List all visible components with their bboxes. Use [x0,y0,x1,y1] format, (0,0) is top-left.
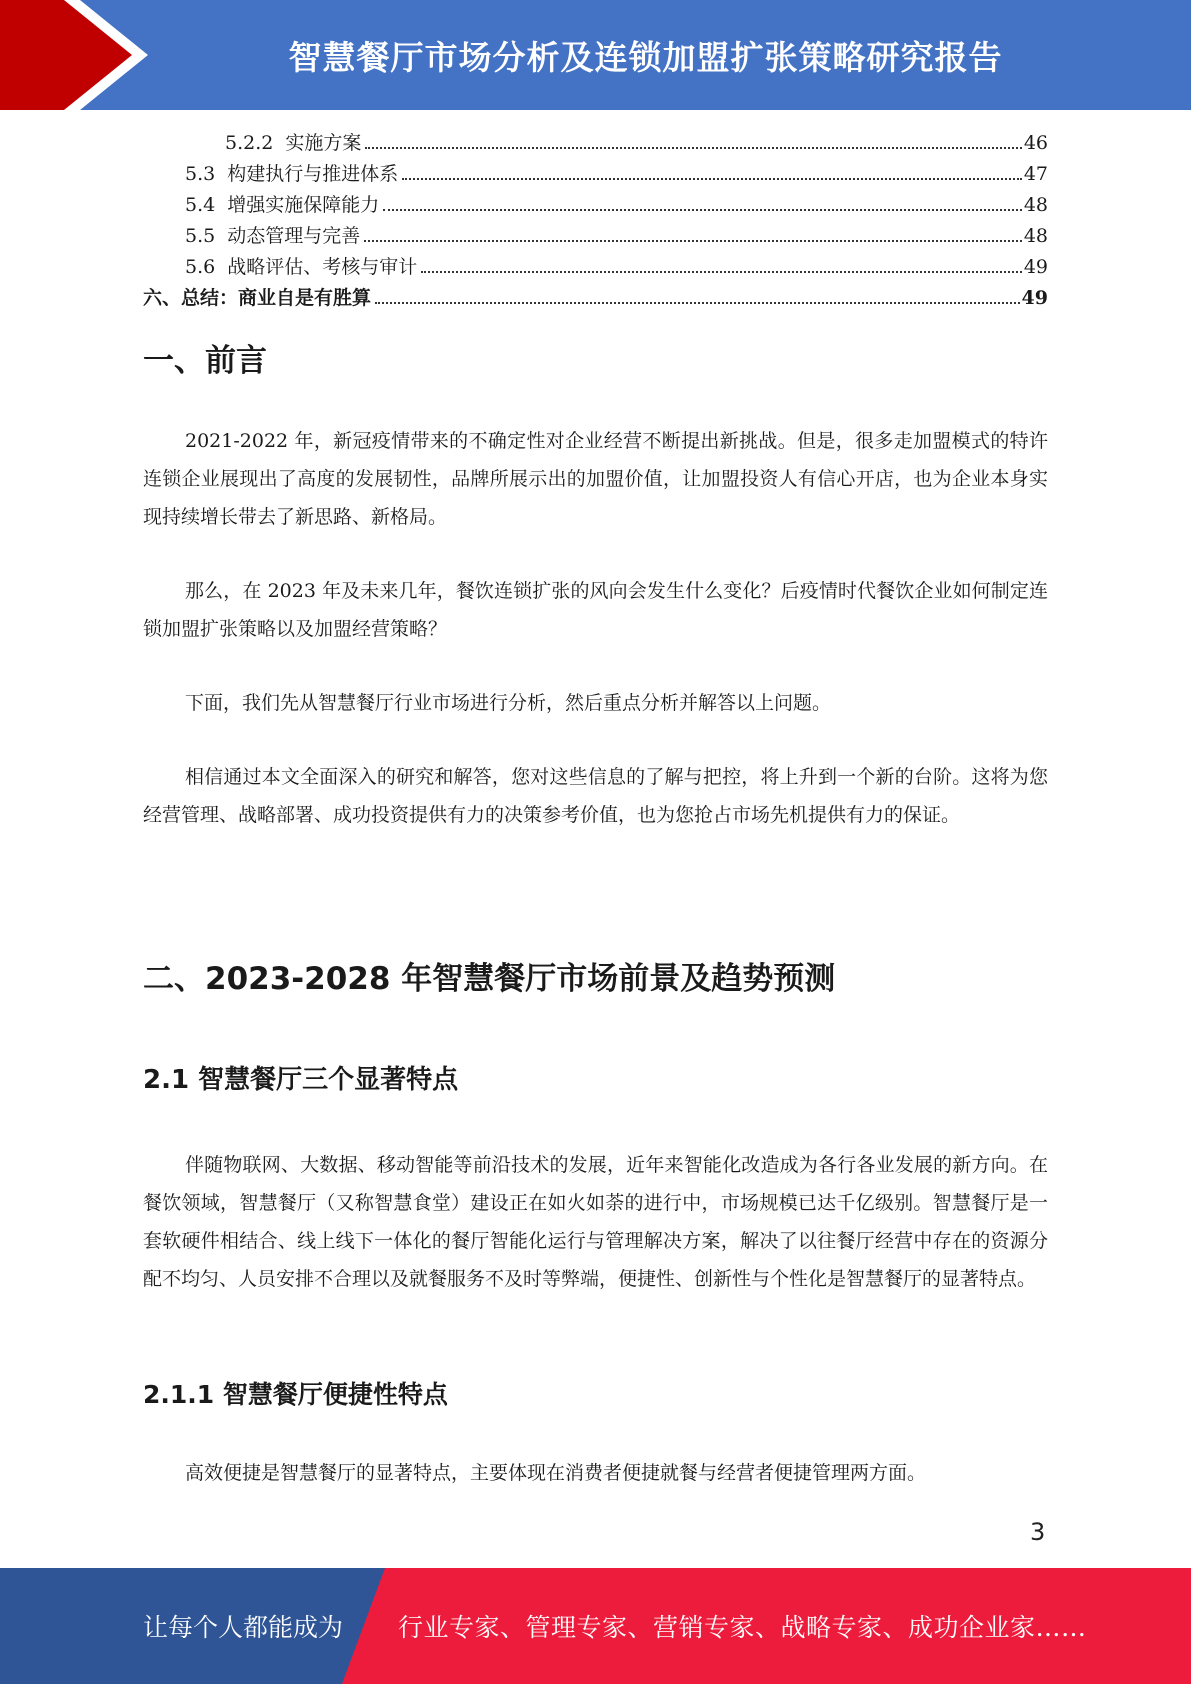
toc-leader-dots [402,177,1022,180]
toc-entry-page: 49 [1023,256,1048,278]
toc-leader-dots [364,239,1022,242]
toc-entry-page: 48 [1023,225,1048,247]
paragraph: 下面，我们先从智慧餐厅行业市场进行分析，然后重点分析并解答以上问题。 [185,692,832,714]
table-of-contents [143,128,1048,314]
toc-leader-dots [421,270,1022,273]
toc-entry[interactable] [143,221,1048,252]
toc-entry[interactable] [143,128,1048,159]
subsubsection-heading: 2.1.1 智慧餐厅便捷性特点 [143,1380,448,1409]
paragraph: 那么，在 2023 年及未来几年，餐饮连锁扩张的风向会发生什么变化？后疫情时代餐饮企业如何制定连锁加盟扩张策略以及加盟经营策略？ [143,580,1048,640]
toc-entry-page: 47 [1023,163,1048,185]
paragraph: 伴随物联网、大数据、移动智能等前沿技术的发展，近年来智能化改造成为各行各业发展的新方向。在餐饮领域，智慧餐厅（又称智慧食堂）建设正在如火如荼的进行中，市场规模已达千亿级别。智慧餐厅是一套软硬件相结合、线上线下一体化的餐厅智能化运行与管理解决方案，解决了以往餐厅经营中存在的资源分配不均匀、人员安排不合理以及就餐服务不及时等弊端，便捷性、创新性与个性化是智慧餐厅的显著特点。 [143,1154,1048,1290]
toc-entry[interactable] [143,252,1048,283]
toc-entry-page: 49 [1021,287,1048,309]
paragraph: 高效便捷是智慧餐厅的显著特点，主要体现在消费者便捷就餐与经营者便捷管理两方面。 [185,1462,927,1484]
toc-entry-title: 5.2.2 实施方案 [225,132,362,154]
toc-entry-title: 5.3 构建执行与推进体系 [185,163,399,185]
toc-leader-dots [375,301,1020,304]
toc-entry-title: 六、总结：商业自是有胜算 [143,287,372,309]
toc-entry[interactable] [143,283,1048,314]
toc-entry[interactable] [143,159,1048,190]
paragraph: 2021-2022 年，新冠疫情带来的不确定性对企业经营不断提出新挑战。但是，很多走加盟模式的特许连锁企业展现出了高度的发展韧性，品牌所展示出的加盟价值，让加盟投资人有信心开店，也为企业本身实现持续增长带去了新思路、新格局。 [143,430,1048,528]
footer-slogan-right: 行业专家、管理专家、营销专家、战略专家、成功企业家…… [398,1613,1087,1642]
section-heading-forecast: 二、2023-2028 年智慧餐厅市场前景及趋势预测 [143,961,836,997]
section-heading-preface: 一、前言 [143,343,267,379]
toc-entry-title: 5.4 增强实施保障能力 [185,194,380,216]
toc-entry[interactable] [143,190,1048,221]
toc-leader-dots [383,208,1022,211]
subsection-heading: 2.1 智慧餐厅三个显著特点 [143,1065,459,1095]
toc-entry-title: 5.5 动态管理与完善 [185,225,361,247]
footer-slogan-left: 让每个人都能成为 [143,1613,344,1642]
toc-entry-title: 5.6 战略评估、考核与审计 [185,256,418,278]
page-header [0,0,1191,110]
page-footer [0,1568,1191,1684]
header-arrow-decoration [0,0,160,110]
toc-leader-dots [365,146,1021,149]
page-number: 3 [1030,1518,1046,1546]
toc-entry-page: 46 [1023,132,1048,154]
page-content [143,128,1048,1484]
paragraph: 相信通过本文全面深入的研究和解答，您对这些信息的了解与把控，将上升到一个新的台阶。这将为您经营管理、战略部署、成功投资提供有力的决策参考价值，也为您抢占市场先机提供有力的保证。 [143,766,1048,826]
toc-entry-page: 48 [1023,194,1048,216]
header-title: 智慧餐厅市场分析及连锁加盟扩张策略研究报告 [288,37,1003,77]
